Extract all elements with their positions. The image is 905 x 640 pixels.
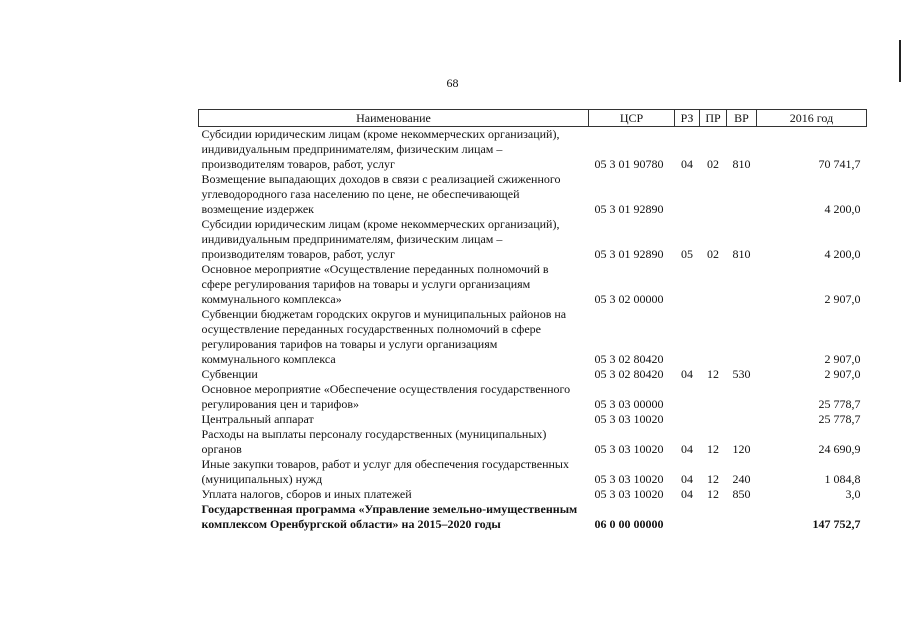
table-row bbox=[199, 487, 867, 502]
table-row bbox=[199, 382, 867, 412]
header-name: Наименование bbox=[199, 110, 589, 127]
row-amount: 3,0 bbox=[845, 487, 861, 501]
header-rz: РЗ bbox=[675, 110, 700, 127]
row-rz-code bbox=[675, 382, 700, 412]
table-row bbox=[199, 457, 867, 487]
row-pr-code bbox=[700, 172, 727, 217]
row-name: Основное мероприятие «Обеспечение осуществления государственного регулирования цен и тарифов» bbox=[201, 382, 571, 411]
row-vr-code bbox=[727, 502, 757, 532]
table-row bbox=[199, 127, 867, 173]
row-rz-code bbox=[675, 262, 700, 307]
row-name: Субвенции бюджетам городских округов и муниципальных районов на осуществление переданных государственных полномочий в сфере регулирования тарифов на товары и услуги организациям коммунального комплекса bbox=[201, 307, 567, 366]
row-pr-code: 12 bbox=[707, 487, 719, 501]
row-name: Основное мероприятие «Осуществление переданных полномочий в сфере регулирования тарифов на товары и услуги организациям коммунального комплекса» bbox=[201, 262, 549, 306]
row-name: Иные закупки товаров, работ и услуг для обеспечения государственных (муниципальных) нужд bbox=[201, 457, 569, 486]
row-rz-code bbox=[675, 172, 700, 217]
table-header bbox=[199, 110, 867, 127]
table-row bbox=[199, 262, 867, 307]
row-name: Возмещение выпадающих доходов в связи с реализацией сжиженного углеводородного газа населению по цене, не обеспечивающей возмещение издержек bbox=[201, 172, 561, 216]
row-name: Субвенции bbox=[201, 367, 258, 381]
row-rz-code: 04 bbox=[681, 367, 693, 381]
row-amount: 2 907,0 bbox=[824, 367, 861, 381]
row-name: Субсидии юридическим лицам (кроме некоммерческих организаций), индивидуальным предпринимателям, физическим лицам – производителям товаров, работ, услуг bbox=[201, 127, 560, 171]
row-csr-code: 06 0 00 00000 bbox=[594, 517, 664, 531]
row-csr-code: 05 3 03 10020 bbox=[594, 442, 664, 456]
row-name: Центральный аппарат bbox=[201, 412, 314, 426]
row-vr-code: 810 bbox=[732, 157, 751, 171]
page-number: 68 bbox=[446, 76, 459, 90]
row-rz-code: 04 bbox=[681, 487, 693, 501]
page-edge-mark bbox=[899, 40, 901, 82]
row-pr-code: 02 bbox=[707, 157, 719, 171]
header-pr: ПР bbox=[700, 110, 727, 127]
table-row bbox=[199, 217, 867, 262]
row-amount: 2 907,0 bbox=[824, 352, 861, 366]
row-amount: 147 752,7 bbox=[812, 517, 861, 531]
row-amount: 70 741,7 bbox=[818, 157, 861, 171]
row-amount: 4 200,0 bbox=[824, 202, 861, 216]
table-row bbox=[199, 427, 867, 457]
row-csr-code: 05 3 01 92890 bbox=[594, 247, 664, 261]
row-csr-code: 05 3 03 10020 bbox=[594, 487, 664, 501]
row-name: Уплата налогов, сборов и иных платежей bbox=[201, 487, 412, 501]
row-amount: 24 690,9 bbox=[818, 442, 861, 456]
table-row bbox=[199, 412, 867, 427]
row-rz-code bbox=[675, 502, 700, 532]
header-vr: ВР bbox=[727, 110, 757, 127]
row-vr-code: 810 bbox=[732, 247, 751, 261]
row-vr-code: 240 bbox=[732, 472, 751, 486]
row-name: Расходы на выплаты персоналу государственных (муниципальных) органов bbox=[201, 427, 547, 456]
row-amount: 2 907,0 bbox=[824, 292, 861, 306]
row-pr-code: 02 bbox=[707, 247, 719, 261]
row-pr-code bbox=[700, 412, 727, 427]
row-csr-code: 05 3 02 80420 bbox=[594, 367, 664, 381]
row-vr-code bbox=[727, 382, 757, 412]
row-csr-code: 05 3 03 10020 bbox=[594, 472, 664, 486]
row-name: Государственная программа «Управление земельно-имущественным комплексом Оренбургской области» на 2015–2020 годы bbox=[201, 502, 578, 531]
row-pr-code: 12 bbox=[707, 442, 719, 456]
row-name: Субсидии юридическим лицам (кроме некоммерческих организаций), индивидуальным предпринимателям, физическим лицам – производителям товаров, работ, услуг bbox=[201, 217, 560, 261]
row-rz-code: 04 bbox=[681, 442, 693, 456]
row-vr-code: 120 bbox=[732, 442, 751, 456]
row-vr-code bbox=[727, 307, 757, 367]
row-vr-code bbox=[727, 412, 757, 427]
row-amount: 25 778,7 bbox=[818, 412, 861, 426]
row-rz-code: 04 bbox=[681, 157, 693, 171]
row-amount: 1 084,8 bbox=[824, 472, 861, 486]
row-rz-code: 05 bbox=[681, 247, 693, 261]
row-amount: 4 200,0 bbox=[824, 247, 861, 261]
row-rz-code bbox=[675, 412, 700, 427]
row-csr-code: 05 3 02 80420 bbox=[594, 352, 664, 366]
row-csr-code: 05 3 01 92890 bbox=[594, 202, 664, 216]
row-pr-code bbox=[700, 502, 727, 532]
row-csr-code: 05 3 01 90780 bbox=[594, 157, 664, 171]
table-row bbox=[199, 307, 867, 367]
row-pr-code bbox=[700, 382, 727, 412]
header-year: 2016 год bbox=[757, 110, 867, 127]
row-pr-code: 12 bbox=[707, 472, 719, 486]
row-pr-code bbox=[700, 262, 727, 307]
table-row bbox=[199, 502, 867, 532]
table-row bbox=[199, 172, 867, 217]
row-pr-code bbox=[700, 307, 727, 367]
row-vr-code bbox=[727, 172, 757, 217]
header-csr: ЦСР bbox=[589, 110, 675, 127]
row-vr-code bbox=[727, 262, 757, 307]
row-rz-code bbox=[675, 307, 700, 367]
row-csr-code: 05 3 02 00000 bbox=[594, 292, 664, 306]
row-csr-code: 05 3 03 10020 bbox=[594, 412, 664, 426]
header-row bbox=[199, 110, 867, 127]
row-rz-code: 04 bbox=[681, 472, 693, 486]
table-row bbox=[199, 367, 867, 382]
row-pr-code: 12 bbox=[707, 367, 719, 381]
budget-table bbox=[198, 109, 867, 532]
row-csr-code: 05 3 03 00000 bbox=[594, 397, 664, 411]
table-body bbox=[199, 127, 867, 533]
row-vr-code: 530 bbox=[732, 367, 751, 381]
row-vr-code: 850 bbox=[732, 487, 751, 501]
row-amount: 25 778,7 bbox=[818, 397, 861, 411]
